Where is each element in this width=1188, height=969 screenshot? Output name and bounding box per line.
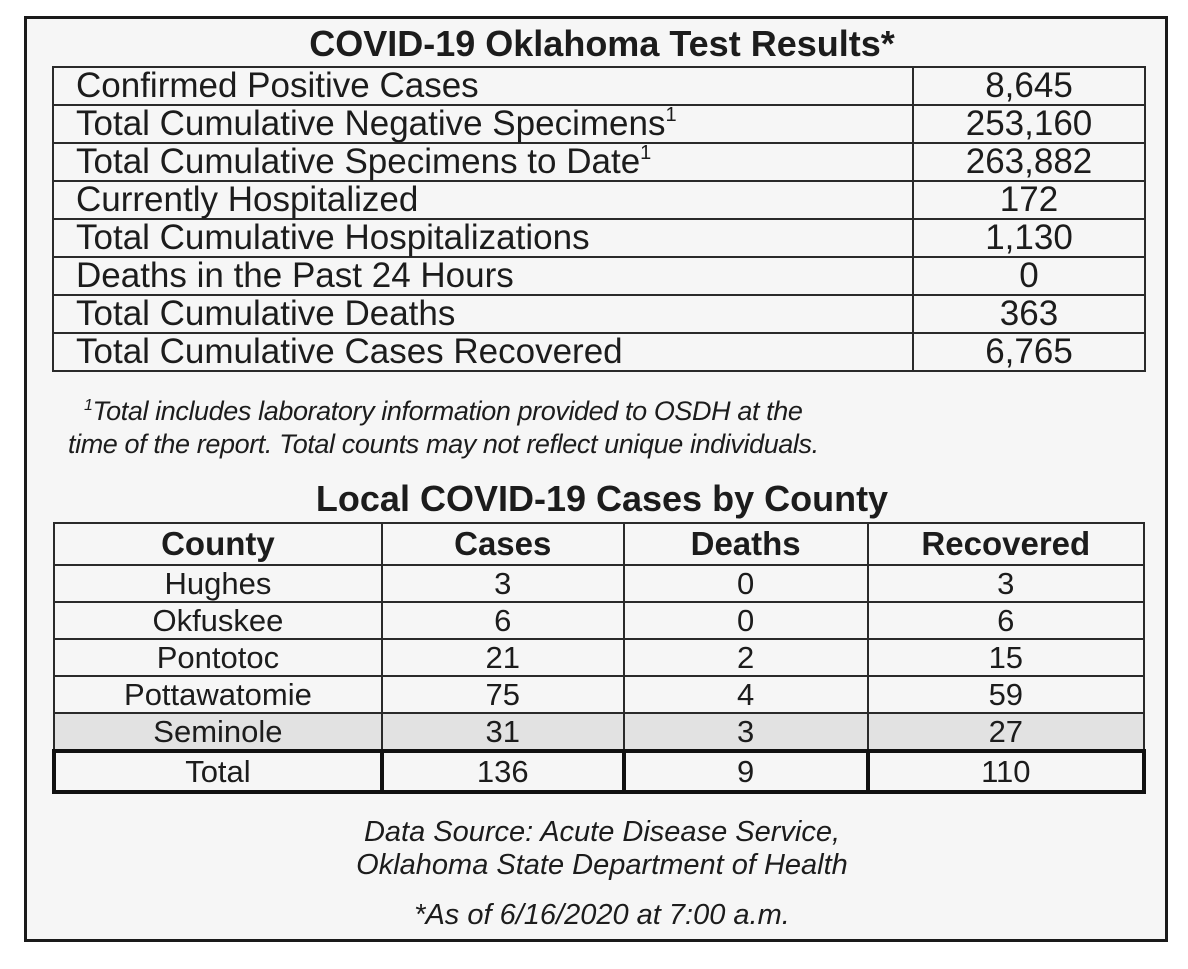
recovered-value: 3 bbox=[868, 565, 1144, 602]
as-of-note: *As of 6/16/2020 at 7:00 a.m. bbox=[414, 899, 790, 931]
test-results-table bbox=[52, 66, 1146, 372]
county-name: Hughes bbox=[54, 565, 382, 602]
table-row bbox=[53, 257, 1145, 295]
row-label: Total Cumulative Cases Recovered bbox=[53, 333, 913, 371]
recovered-value: 59 bbox=[868, 676, 1144, 713]
county-name: Okfuskee bbox=[54, 602, 382, 639]
row-value: 0 bbox=[913, 257, 1145, 295]
row-value: 363 bbox=[913, 295, 1145, 333]
total-cases: 136 bbox=[382, 751, 624, 792]
table-row bbox=[54, 676, 1144, 713]
row-value: 263,882 bbox=[913, 143, 1145, 181]
total-row bbox=[54, 751, 1144, 792]
row-label: Total Cumulative Deaths bbox=[53, 295, 913, 333]
recovered-value: 15 bbox=[868, 639, 1144, 676]
cases-value: 3 bbox=[382, 565, 624, 602]
row-value: 253,160 bbox=[913, 105, 1145, 143]
table-row bbox=[54, 602, 1144, 639]
recovered-value: 6 bbox=[868, 602, 1144, 639]
county-name: Pontotoc bbox=[54, 639, 382, 676]
deaths-value: 0 bbox=[624, 565, 868, 602]
county-cases-title: Local COVID-19 Cases by County bbox=[315, 478, 889, 519]
table-row bbox=[53, 67, 1145, 105]
table-header-row bbox=[54, 523, 1144, 565]
table-row bbox=[53, 295, 1145, 333]
cases-value: 6 bbox=[382, 602, 624, 639]
row-label: Total Cumulative Specimens to Date$^1$ bbox=[53, 143, 913, 181]
row-value: 8,645 bbox=[913, 67, 1145, 105]
table-row bbox=[54, 565, 1144, 602]
county-name: Seminole bbox=[54, 713, 382, 751]
total-recovered: 110 bbox=[868, 751, 1144, 792]
data-source-line1: Data Source: Acute Disease Service, bbox=[363, 816, 841, 848]
county-cases-table bbox=[52, 522, 1146, 794]
row-value: 172 bbox=[913, 181, 1145, 219]
total-deaths: 9 bbox=[624, 751, 868, 792]
table-row bbox=[53, 181, 1145, 219]
row-label: Total Cumulative Hospitalizations bbox=[53, 219, 913, 257]
row-label: Total Cumulative Negative Specimens$^1$ bbox=[53, 105, 913, 143]
footnote: $^1$Total includes laboratory information provided to OSDH at the time of the report. Total counts may not reflect unique individuals. bbox=[68, 396, 819, 459]
total-label: Total bbox=[54, 751, 382, 792]
column-header-county: County bbox=[54, 523, 382, 565]
table-row bbox=[54, 713, 1144, 751]
deaths-value: 3 bbox=[624, 713, 868, 751]
table-row bbox=[53, 333, 1145, 371]
test-results-title: COVID-19 Oklahoma Test Results* bbox=[309, 23, 895, 64]
table-row bbox=[53, 105, 1145, 143]
table-row bbox=[53, 219, 1145, 257]
column-header-deaths: Deaths bbox=[624, 523, 868, 565]
column-header-cases: Cases bbox=[382, 523, 624, 565]
row-label: Currently Hospitalized bbox=[53, 181, 913, 219]
cases-value: 75 bbox=[382, 676, 624, 713]
row-value: 1,130 bbox=[913, 219, 1145, 257]
cases-value: 21 bbox=[382, 639, 624, 676]
cases-value: 31 bbox=[382, 713, 624, 751]
row-label: Deaths in the Past 24 Hours bbox=[53, 257, 913, 295]
column-header-recovered: Recovered bbox=[868, 523, 1144, 565]
deaths-value: 4 bbox=[624, 676, 868, 713]
deaths-value: 0 bbox=[624, 602, 868, 639]
county-name: Pottawatomie bbox=[54, 676, 382, 713]
recovered-value: 27 bbox=[868, 713, 1144, 751]
table-row bbox=[54, 639, 1144, 676]
row-label: Confirmed Positive Cases bbox=[53, 67, 913, 105]
data-source-line2: Oklahoma State Department of Health bbox=[356, 849, 848, 881]
deaths-value: 2 bbox=[624, 639, 868, 676]
row-value: 6,765 bbox=[913, 333, 1145, 371]
table-row bbox=[53, 143, 1145, 181]
